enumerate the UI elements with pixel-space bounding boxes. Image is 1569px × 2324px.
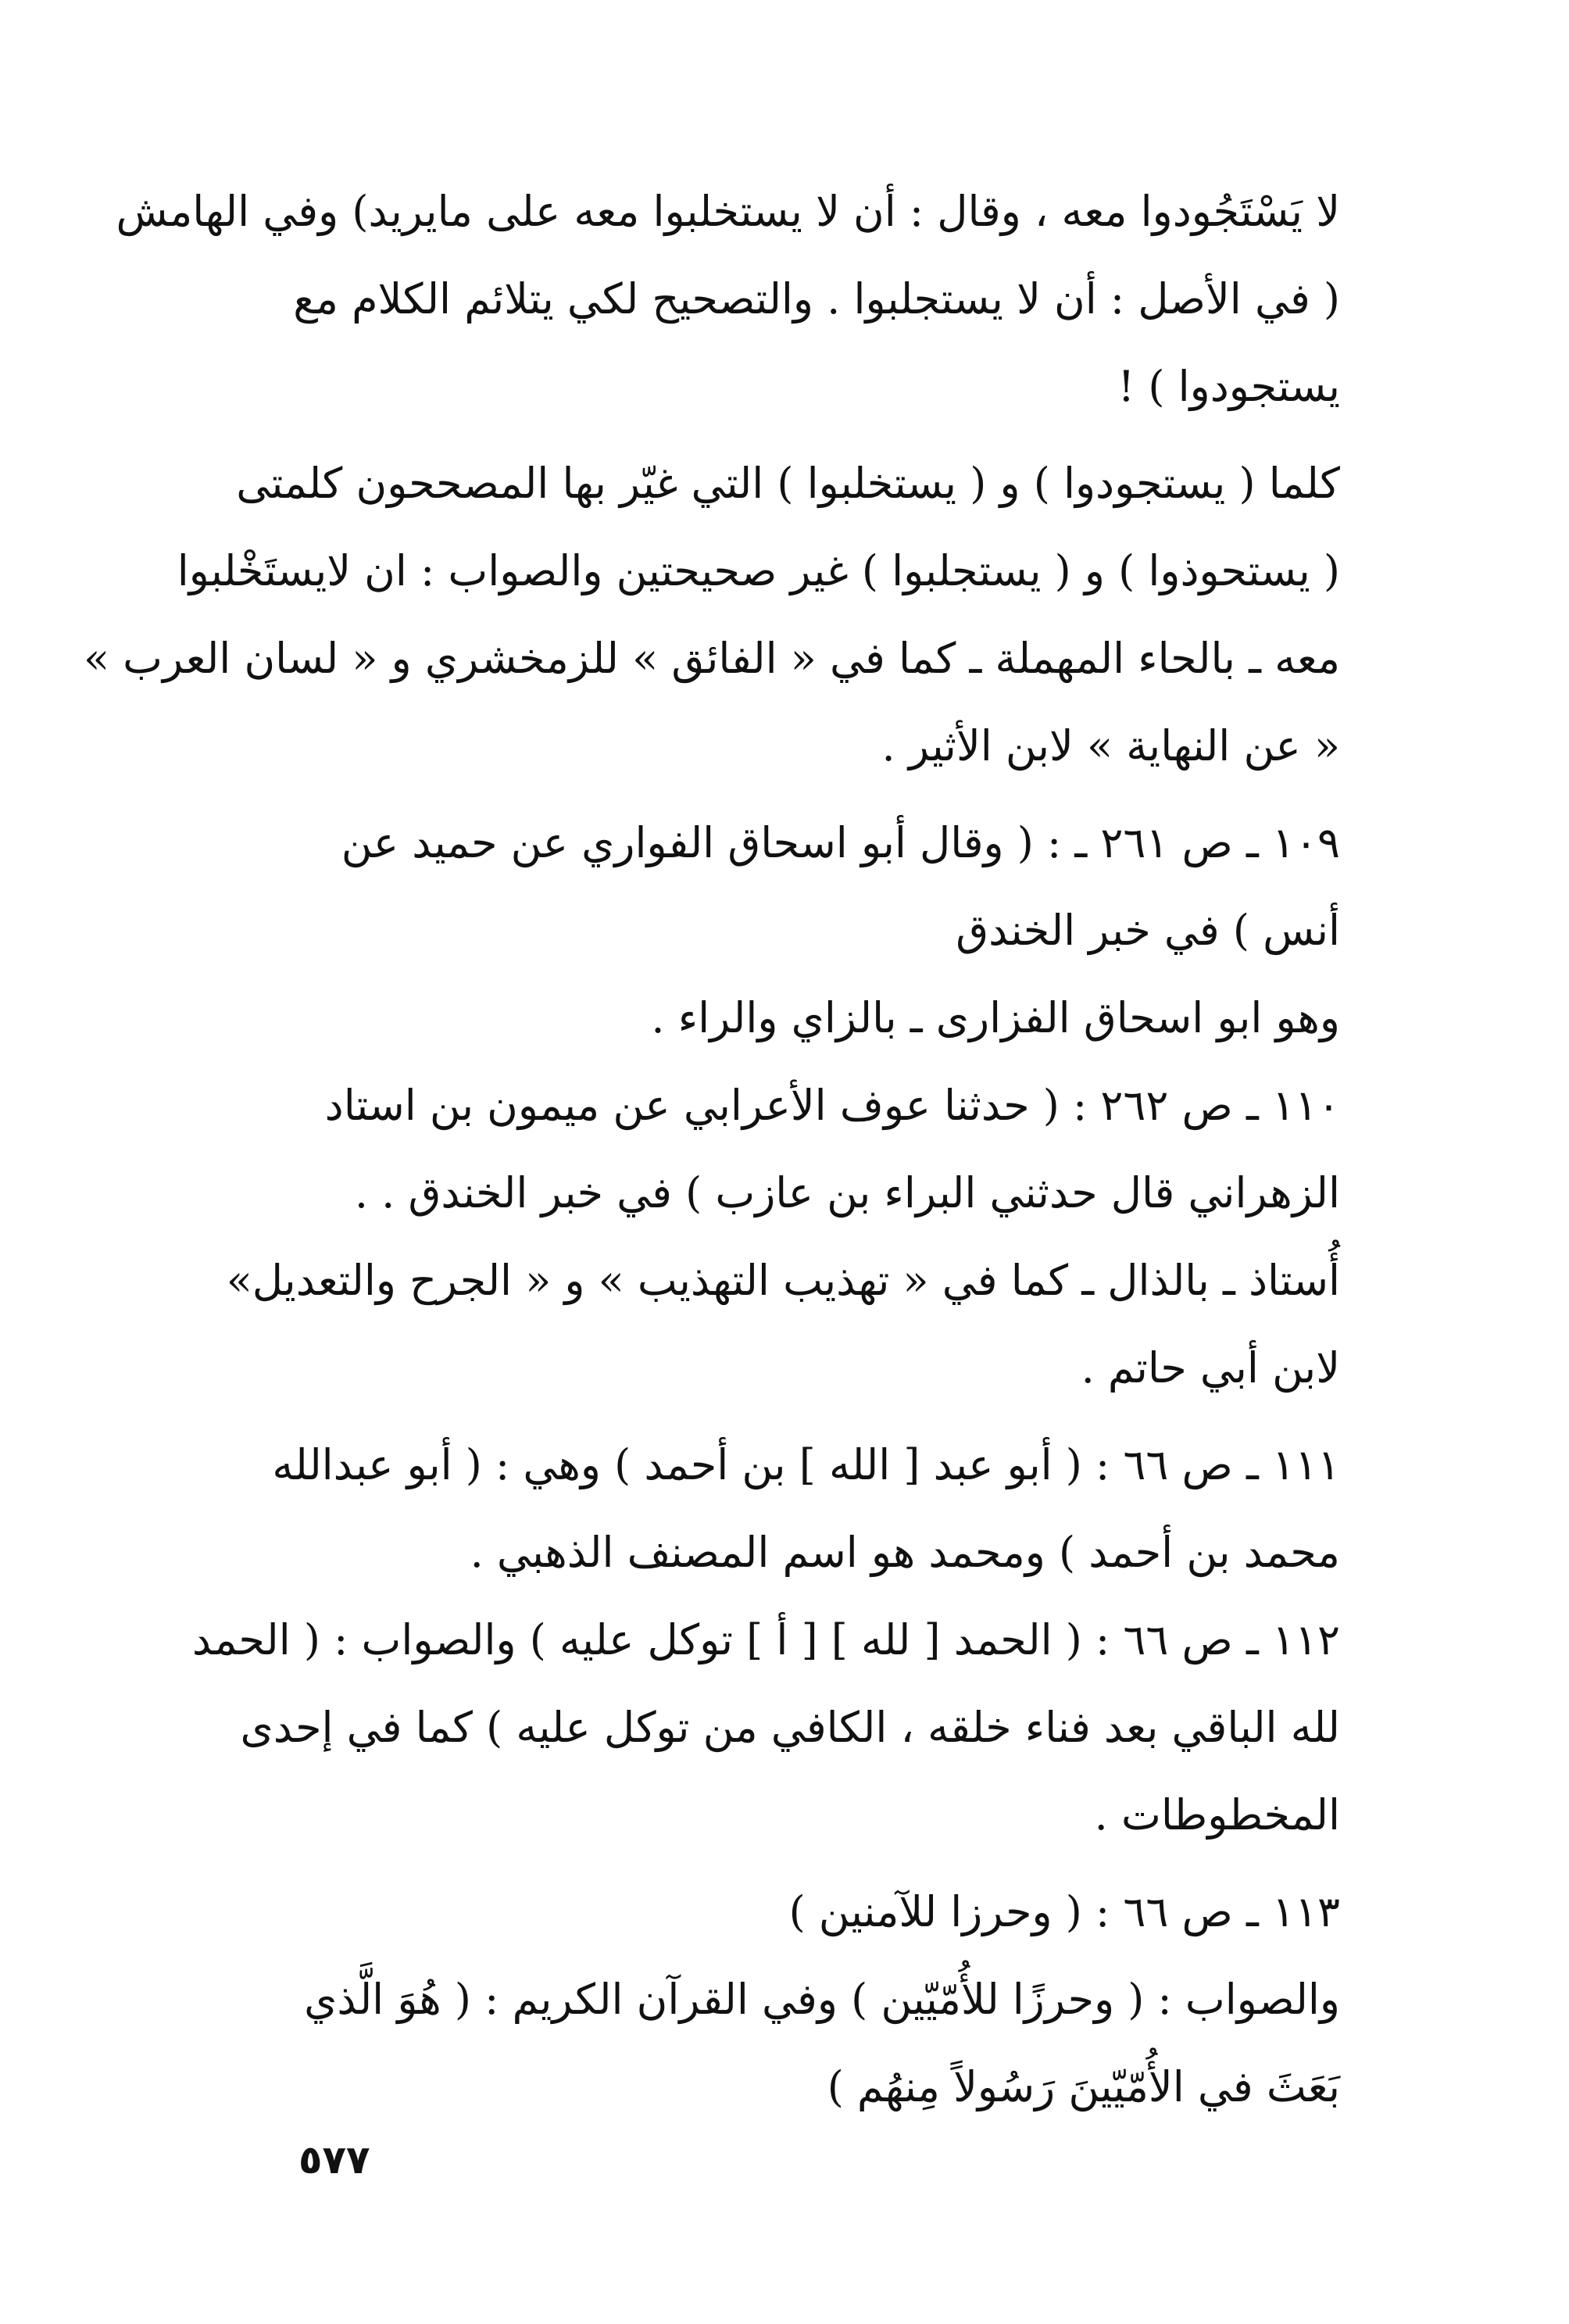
paragraph-gap [250,1412,1340,1421]
text-line: لا يَسْتَجُودوا معه ، وقال : أن لا يستخلبوا معه على مايريد) وفي الهامش [116,187,1340,236]
text-line: ١٠٩ ـ ص ٢٦١ ـ : ( وقال أبو اسحاق الفواري عن حميد عن [341,818,1340,867]
text-line: لله الباقي بعد فناء خلقه ، الكافي من توكل عليه ) كما في إحدى [240,1703,1340,1752]
page-number: ٥٧٧ [298,2137,370,2183]
text-line: يستجودوا ) ! [1117,362,1340,411]
text-line: أنس ) في خبر الخندق [956,906,1340,955]
text-line: ( يستحوذوا ) و ( يستجلبوا ) غير صحيحتين والصواب : ان لايستَخْلبوا [177,546,1340,595]
text-line: لابن أبي حاتم . [1081,1343,1340,1393]
text-line: معه ـ بالحاء المهملة ـ كما في « الفائق » للزمخشري و « لسان العرب » [83,634,1340,683]
paragraph-gap [250,1859,1340,1868]
page-body-text [83,168,1340,2131]
text-line: كلما ( يستجودوا ) و ( يستخلبوا ) التي غيّر بها المصححون كلمتى [236,459,1340,508]
text-line: وهو ابو اسحاق الفزارى ـ بالزاي والراء . [651,993,1340,1042]
text-line: بَعَثَ في الأُمّيّينَ رَسُولاً مِنهُم ) [827,2062,1340,2111]
text-line: ١١٠ ـ ص ٢٦٢ : ( حدثنا عوف الأعرابي عن ميمون بن استاد [324,1081,1340,1130]
text-line: ١١٣ ـ ص ٦٦ : ( وحرزا للآمنين ) [788,1887,1340,1936]
paragraph-gap [250,431,1340,440]
text-line: الزهراني قال حدثني البراء بن عازب ) في خبر الخندق . . [354,1168,1340,1217]
paragraph-gap [250,790,1340,799]
text-line: المخطوطات . [1094,1790,1340,1840]
text-line: ١١٢ ـ ص ٦٦ : ( الحمد [ لله ] [ أ ] توكل عليه ) والصواب : ( الحمد [191,1615,1340,1664]
text-line: « عن النهاية » لابن الأثير . [881,721,1340,770]
text-line: أُستاذ ـ بالذال ـ كما في « تهذيب التهذيب » و « الجرح والتعديل» [226,1256,1340,1305]
text-line: والصواب : ( وحرزًا للأُمّيّين ) وفي القرآن الكريم : ( هُوَ الَّذي [304,1975,1340,2024]
text-line: محمد بن أحمد ) ومحمد هو اسم المصنف الذهبي . [470,1528,1340,1577]
text-line: ( في الأصل : أن لا يستجلبوا . والتصحيح لكي يتلائم الكلام مع [293,274,1340,324]
text-line: ١١١ ـ ص ٦٦ : ( أبو عبد [ الله ] بن أحمد ) وهي : ( أبو عبدالله [272,1440,1340,1489]
